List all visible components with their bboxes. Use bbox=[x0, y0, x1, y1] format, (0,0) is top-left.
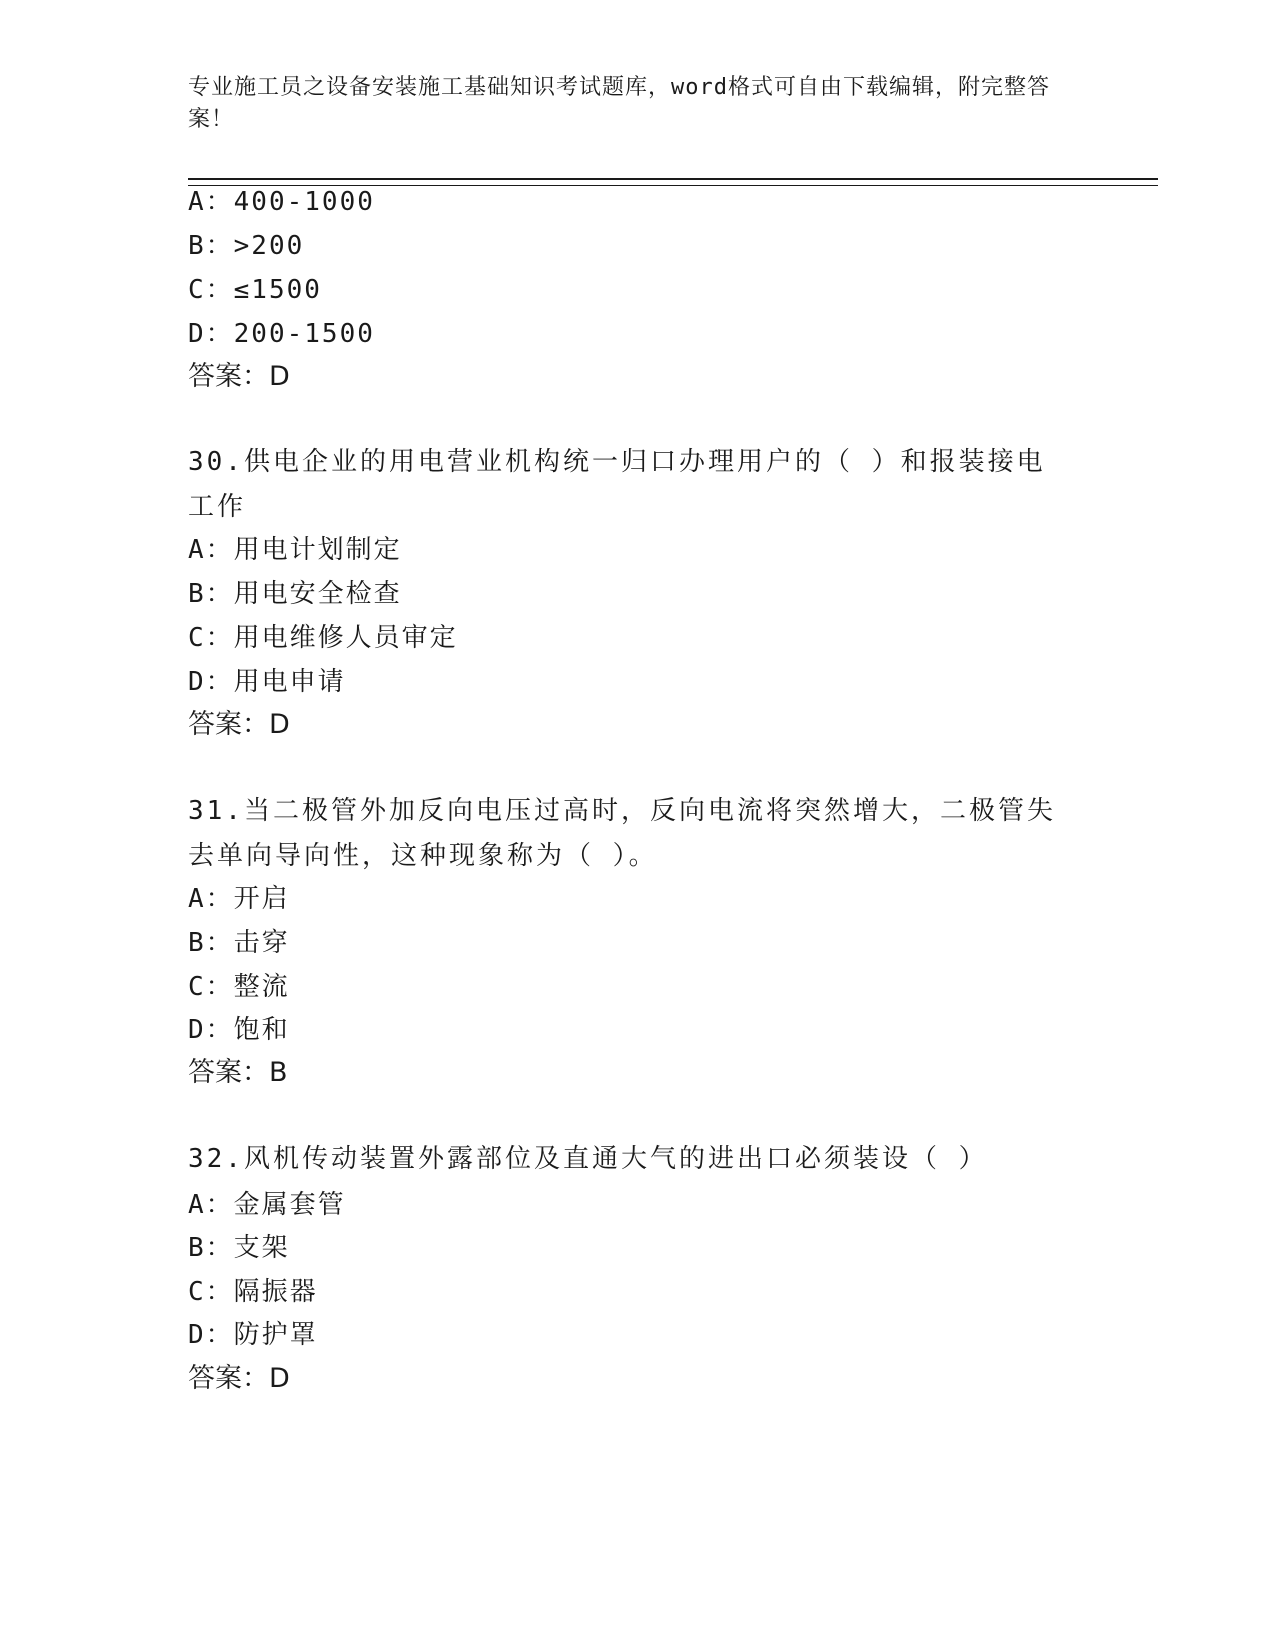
question-text: 31.当二极管外加反向电压过高时，反向电流将突然增大，二极管失去单向导向性，这种现象称为（ ）。 bbox=[188, 796, 1056, 871]
option-d: D：饱和 bbox=[188, 1015, 290, 1045]
option-c: C：隔振器 bbox=[188, 1277, 318, 1307]
option-d: D：200-1500 bbox=[188, 319, 375, 349]
option-b: B：>200 bbox=[188, 231, 305, 261]
question-text: 32.风机传动装置外露部位及直通大气的进出口必须装设（ ） bbox=[188, 1144, 988, 1174]
option-c: C：≤1500 bbox=[188, 275, 322, 305]
option-a: A：400-1000 bbox=[188, 187, 375, 217]
option-c: C：整流 bbox=[188, 972, 290, 1002]
answer-line: 答案：D bbox=[188, 709, 290, 740]
document-page bbox=[188, 0, 1148, 1650]
option-a: A：开启 bbox=[188, 884, 290, 914]
option-a: A：金属套管 bbox=[188, 1190, 346, 1220]
option-b: B：用电安全检查 bbox=[188, 579, 402, 609]
document-header: 专业施工员之设备安装施工基础知识考试题库，word格式可自由下载编辑，附完整答案！ bbox=[188, 75, 1050, 132]
question-text: 30.供电企业的用电营业机构统一归口办理用户的（ ）和报装接电工作 bbox=[188, 447, 1046, 522]
option-a: A：用电计划制定 bbox=[188, 535, 402, 565]
option-b: B：击穿 bbox=[188, 928, 290, 958]
option-d: D：防护罩 bbox=[188, 1320, 318, 1350]
option-b: B：支架 bbox=[188, 1233, 290, 1263]
option-c: C：用电维修人员审定 bbox=[188, 623, 458, 653]
answer-line: 答案：D bbox=[188, 361, 290, 392]
answer-line: 答案：B bbox=[188, 1057, 288, 1088]
option-d: D：用电申请 bbox=[188, 667, 346, 697]
answer-line: 答案：D bbox=[188, 1363, 290, 1394]
